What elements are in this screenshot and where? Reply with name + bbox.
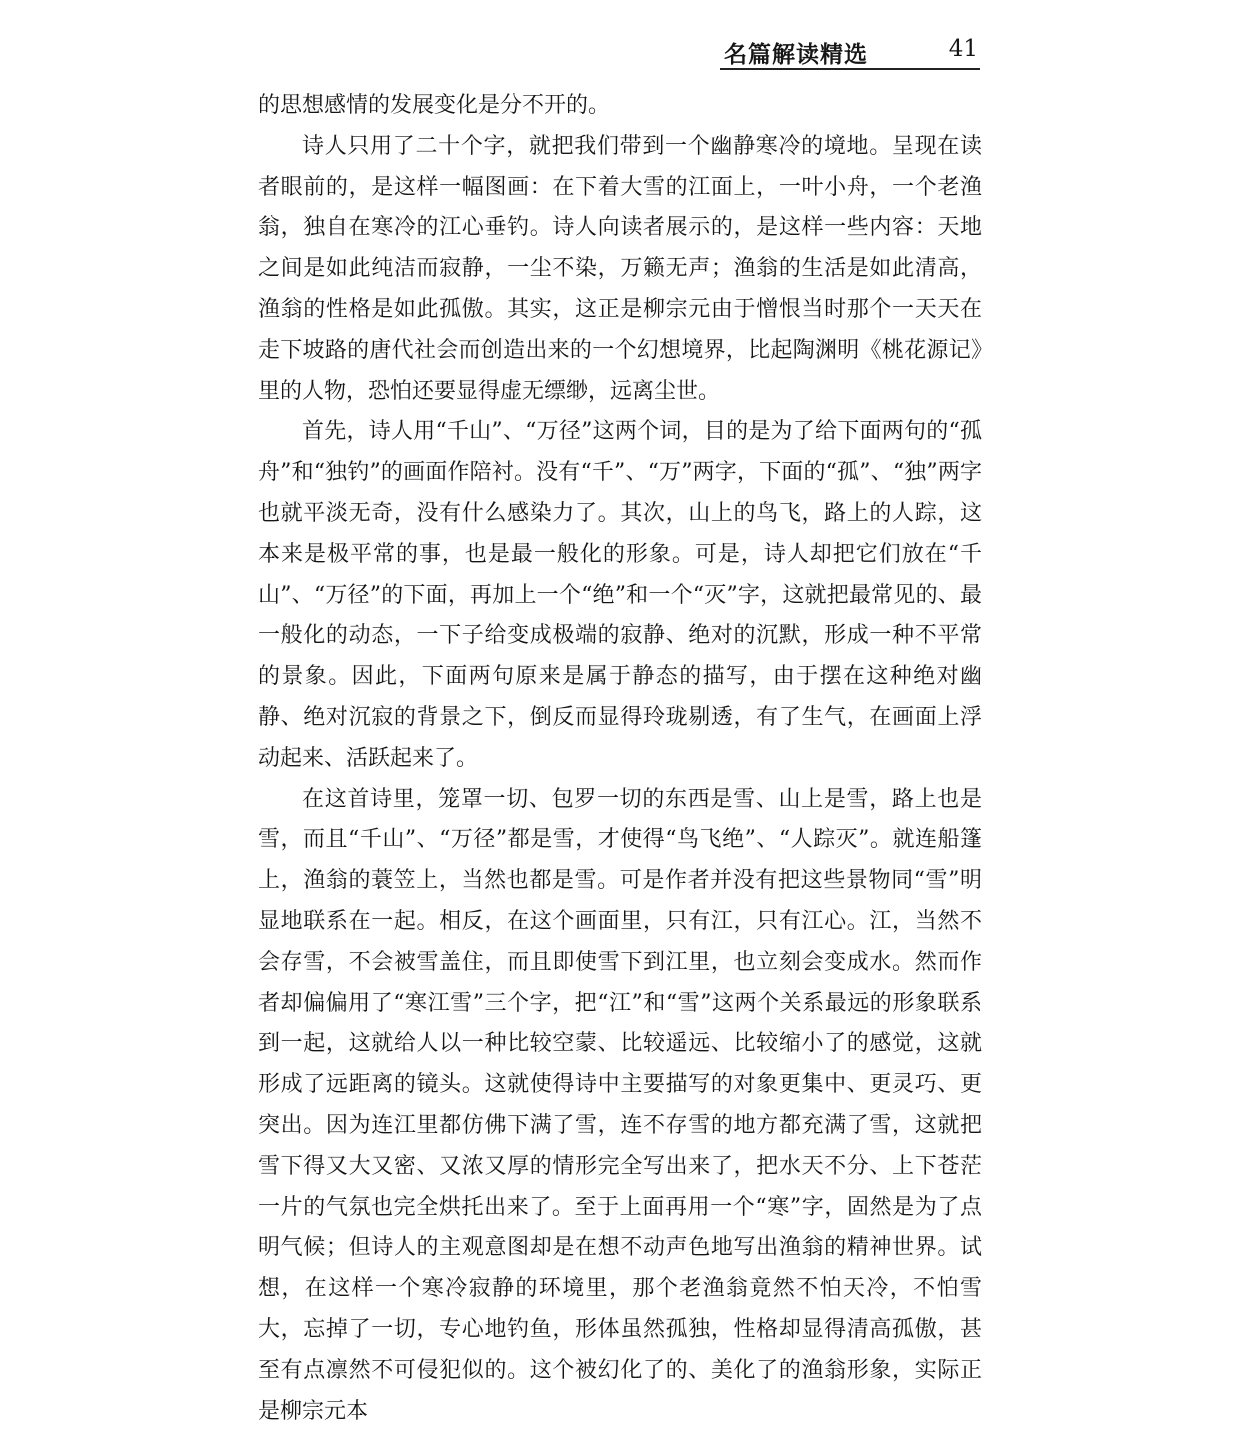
running-header bbox=[720, 34, 980, 70]
paragraph: 在这首诗里，笼罩一切、包罗一切的东西是雪、山上是雪，路上也是雪，而且“千山”、“万径”都是雪，才使得“鸟飞绝”、“人踪灭”。就连船篷上，渔翁的蓑笠上，当然也都是雪。可是作者并没有把这些景物同“雪”明显地联系在一起。相反，在这个画面里，只有江，只有江心。江，当然不会存雪，不会被雪盖住，而且即使雪下到江里，也立刻会变成水。然而作者却偏偏用了“寒江雪”三个字，把“江”和“雪”这两个关系最远的形象联系到一起，这就给人以一种比较空蒙、比较遥远、比较缩小了的感觉，这就形成了远距离的镜头。这就使得诗中主要描写的对象更集中、更灵巧、更突出。因为连江里都仿佛下满了雪，连不存雪的地方都充满了雪，这就把雪下得又大又密、又浓又厚的情形完全写出来了，把水天不分、上下苍茫一片的气氛也完全烘托出来了。至于上面再用一个“寒”字，固然是为了点明气候；但诗人的主观意图却是在想不动声色地写出渔翁的精神世界。试想，在这样一个寒冷寂静的环境里，那个老渔翁竟然不怕天冷，不怕雪大，忘掉了一切，专心地钓鱼，形体虽然孤独，性格却显得清高孤傲，甚至有点凛然不可侵犯似的。这个被幻化了的、美化了的渔翁形象，实际正是柳宗元本 bbox=[258, 786, 982, 1424]
header-title: 名篇解读精选 bbox=[724, 42, 868, 68]
paragraph-continued: 的思想感情的发展变化是分不开的。 bbox=[258, 93, 611, 118]
paragraph: 首先，诗人用“千山”、“万径”这两个词，目的是为了给下面两句的“孤舟”和“独钓”的画面作陪衬。没有“千”、“万”两字，下面的“孤”、“独”两字也就平淡无奇，没有什么感染力了。其次，山上的鸟飞，路上的人踪，这本来是极平常的事，也是最一般化的形象。可是，诗人却把它们放在“千山”、“万径”的下面，再加上一个“绝”和一个“灭”字，这就把最常见的、最一般化的动态，一下子给变成极端的寂静、绝对的沉默，形成一种不平常的景象。因此，下面两句原来是属于静态的描写，由于摆在这种绝对幽静、绝对沉寂的背景之下，倒反而显得玲珑剔透，有了生气，在画面上浮动起来、活跃起来了。 bbox=[258, 419, 982, 771]
paragraph: 诗人只用了二十个字，就把我们带到一个幽静寒冷的境地。呈现在读者眼前的，是这样一幅图画：在下着大雪的江面上，一叶小舟，一个老渔翁，独自在寒冷的江心垂钓。诗人向读者展示的，是这样一些内容：天地之间是如此纯洁而寂静，一尘不染，万籁无声；渔翁的生活是如此清高，渔翁的性格是如此孤傲。其实，这正是柳宗元由于憎恨当时那个一天天在走下坡路的唐代社会而创造出来的一个幻想境界，比起陶渊明《桃花源记》里的人物，恐怕还要显得虚无缥缈，远离尘世。 bbox=[258, 133, 982, 404]
page-number: 41 bbox=[948, 36, 978, 62]
body-text bbox=[258, 86, 982, 1432]
